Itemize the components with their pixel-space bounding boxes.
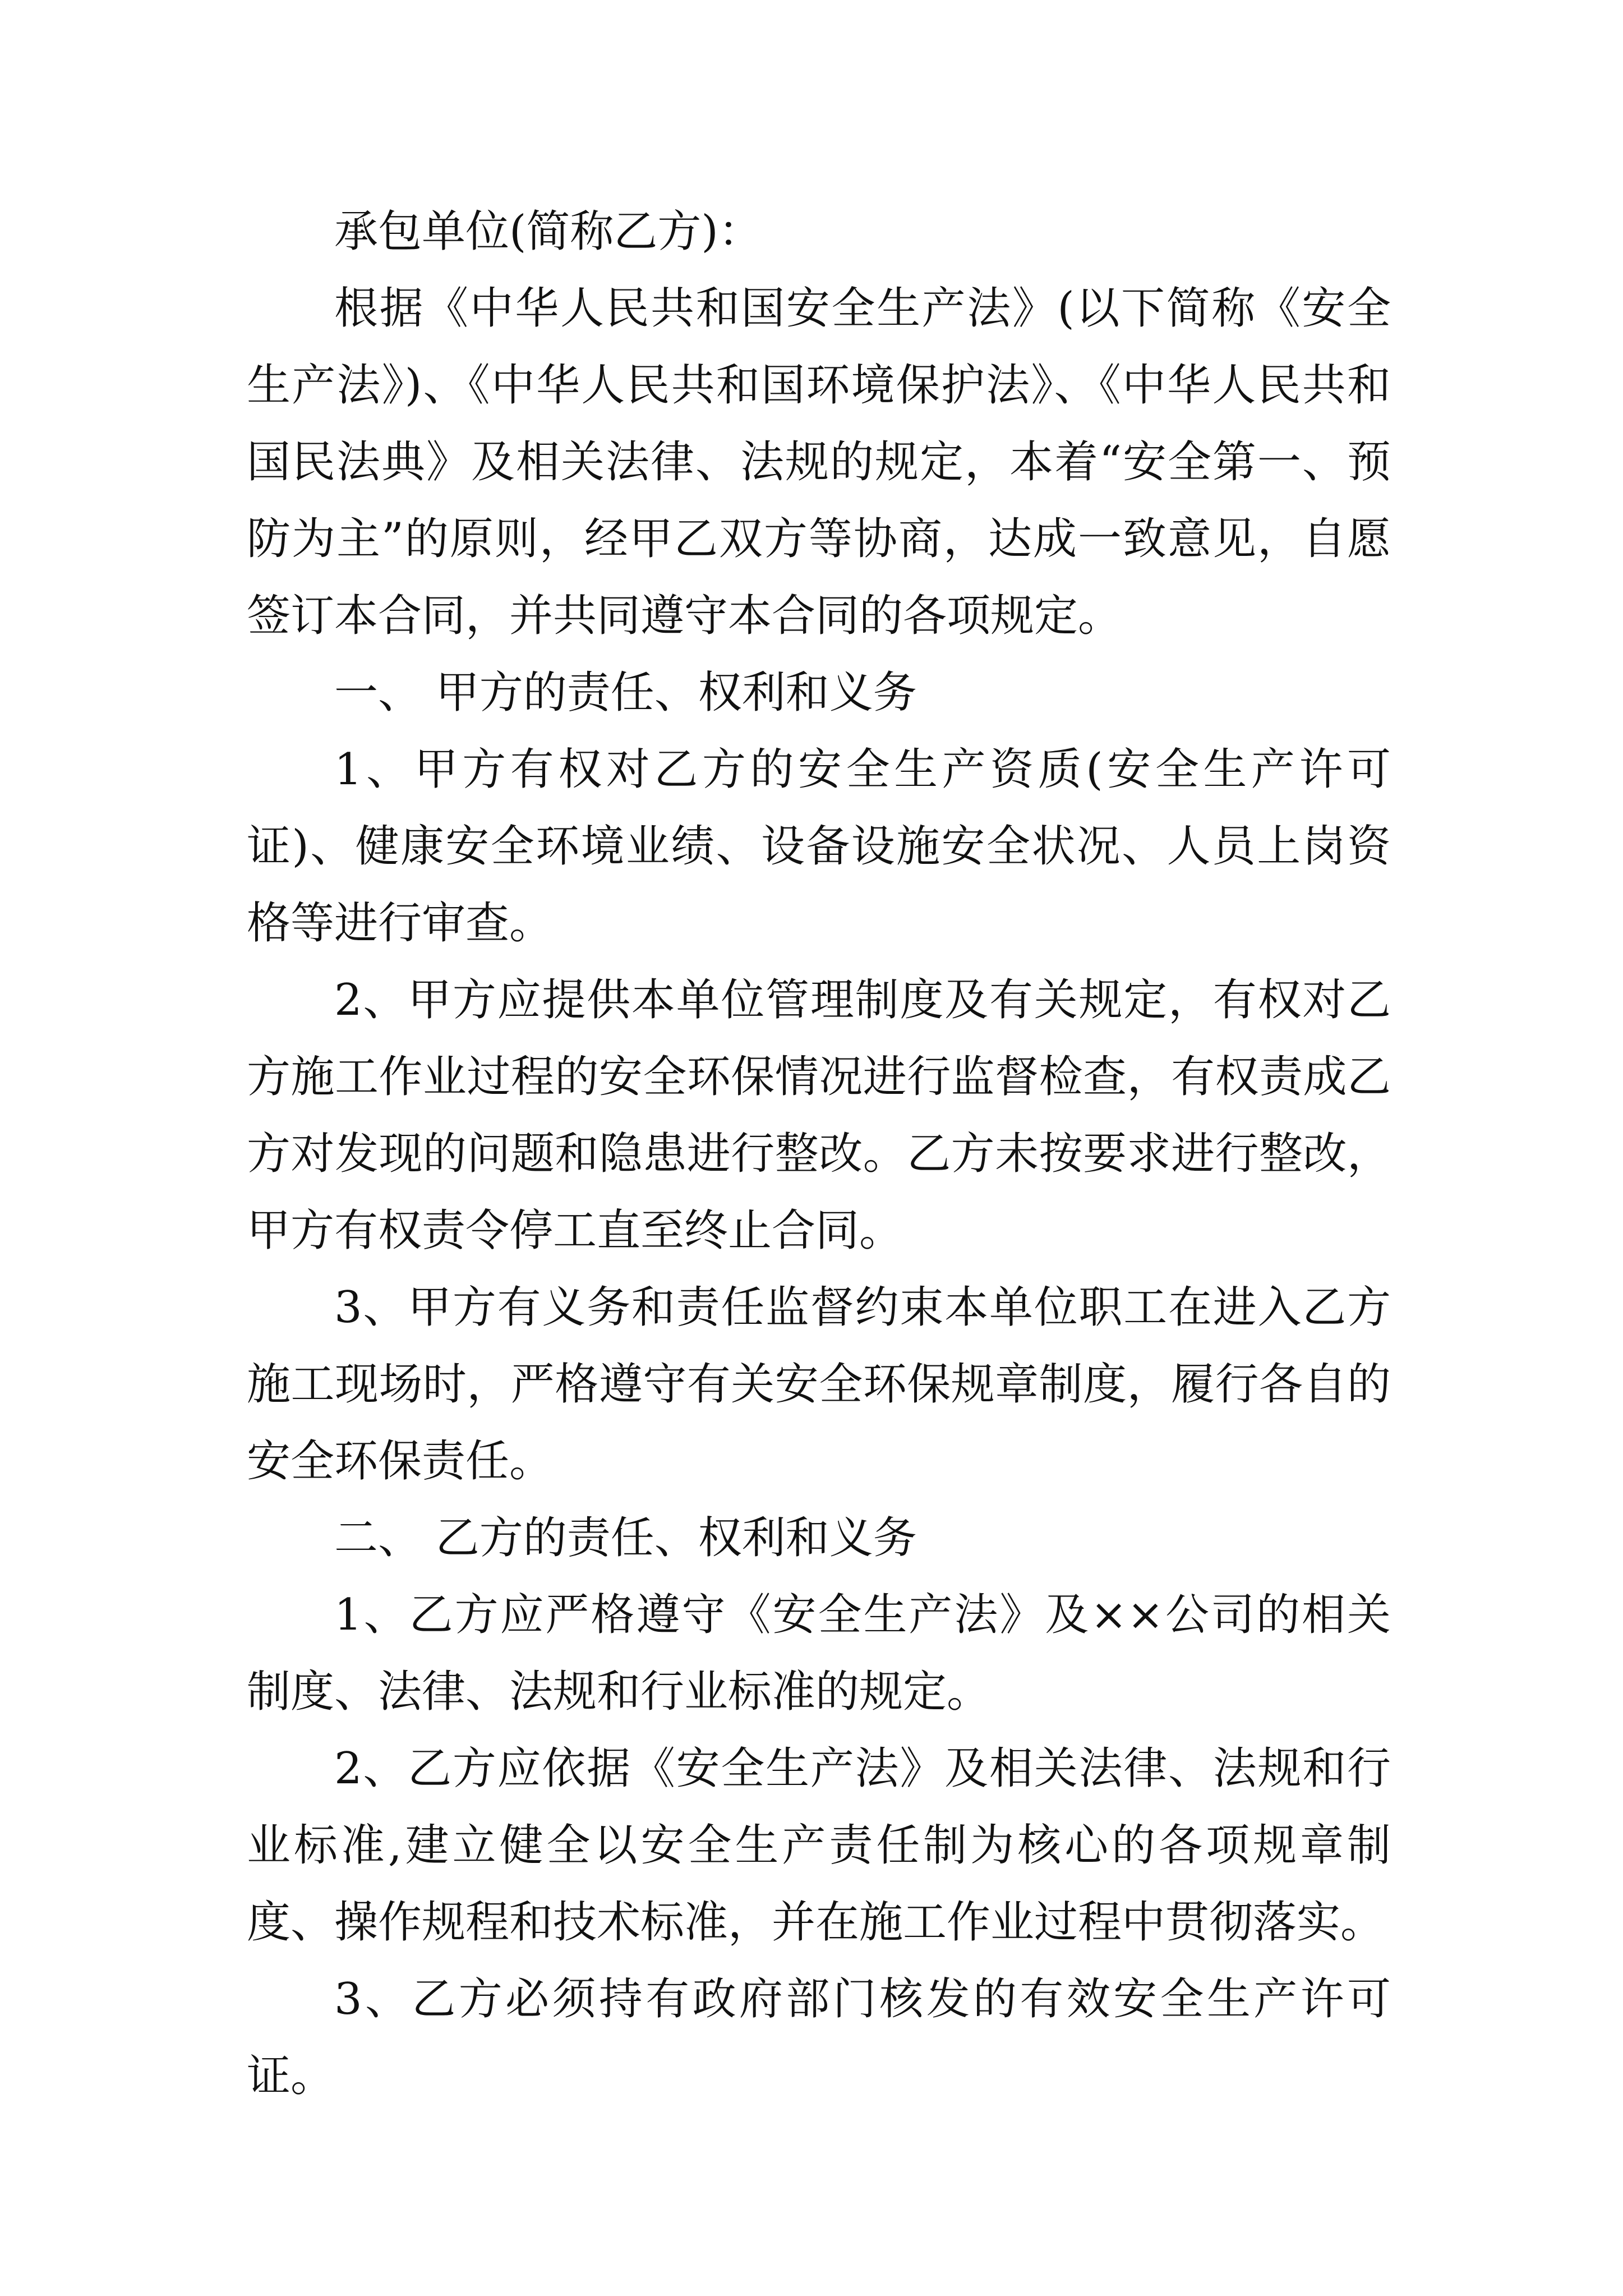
section-heading-party-b: 二、 乙方的责任、权利和义务 — [334, 1513, 917, 1563]
party-b-clause-3: 3、乙方必须持有政府部门核发的有效安全生产许可证。 — [247, 1974, 1391, 2101]
section-heading-party-a: 一、 甲方的责任、权利和义务 — [334, 668, 917, 718]
party-b-clause-2: 2、乙方应依据《安全生产法》及相关法律、法规和行业标准,建立健全以安全生产责任制为核心的各项规章制度、操作规程和技术标准，并在施工作业过程中贯彻落实。 — [247, 1743, 1391, 1948]
party-a-clause-3: 3、甲方有义务和责任监督约束本单位职工在进入乙方施工现场时，严格遵守有关安全环保规章制度，履行各自的安全环保责任。 — [247, 1282, 1391, 1487]
contractor-line: 承包单位(简称乙方)： — [334, 206, 762, 257]
party-a-clause-2: 2、甲方应提供本单位管理制度及有关规定，有权对乙方施工作业过程的安全环保情况进行监督检查，有权责成乙方对发现的问题和隐患进行整改。乙方未按要求进行整改，甲方有权责令停工直至终止合同。 — [247, 975, 1391, 1256]
party-b-clause-1: 1、乙方应严格遵守《安全生产法》及××公司的相关制度、法律、法规和行业标准的规定。 — [247, 1590, 1391, 1717]
preamble-paragraph: 根据《中华人民共和国安全生产法》(以下简称《安全生产法》)、《中华人民共和国环境保护法》、《中华人民共和国民法典》及相关法律、法规的规定，本着“安全第一、预防为主”的原则，经甲乙双方等协商，达成一致意见，自愿签订本合同，并共同遵守本合同的各项规定。 — [247, 283, 1391, 641]
party-a-clause-1: 1、甲方有权对乙方的安全生产资质(安全生产许可证)、健康安全环境业绩、设备设施安全状况、人员上岗资格等进行审查。 — [247, 744, 1391, 949]
document-page — [247, 194, 1391, 2115]
